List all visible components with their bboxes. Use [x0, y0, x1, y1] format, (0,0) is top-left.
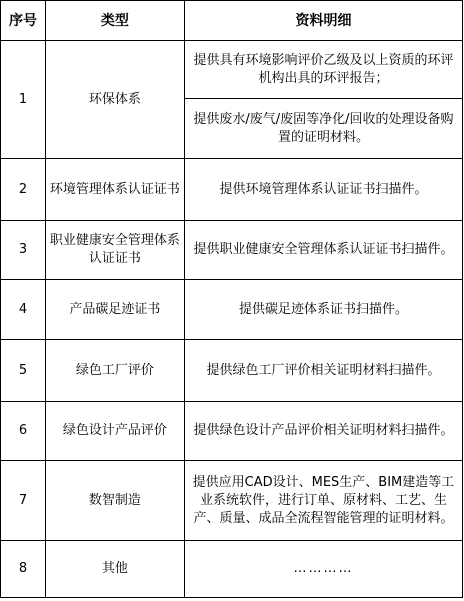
- row-number: 8: [1, 541, 46, 598]
- row-detail: 提供职业健康安全管理体系认证证书扫描件。: [184, 221, 462, 280]
- row-detail: 提供废水/废气/废固等净化/回收的处理设备购置的证明材料。: [184, 99, 462, 159]
- row-type: 环境管理体系认证证书: [45, 159, 184, 221]
- row-type: 绿色设计产品评价: [45, 402, 184, 461]
- row-number: 4: [1, 280, 46, 340]
- row-detail: 提供碳足迹体系证书扫描件。: [184, 280, 462, 340]
- header-type: 类型: [45, 1, 184, 41]
- row-type: 绿色工厂评价: [45, 340, 184, 402]
- row-number: 1: [1, 41, 46, 159]
- table-row: [1, 461, 463, 541]
- table-row: [1, 402, 463, 461]
- row-detail: 提供绿色设计产品评价相关证明材料扫描件。: [184, 402, 462, 461]
- table-row: [1, 280, 463, 340]
- table-row: [1, 340, 463, 402]
- table-row: [1, 221, 463, 280]
- table-row: [1, 41, 463, 99]
- row-type: 数智制造: [45, 461, 184, 541]
- header-detail: 资料明细: [184, 1, 462, 41]
- row-number: 7: [1, 461, 46, 541]
- row-number: 6: [1, 402, 46, 461]
- row-number: 2: [1, 159, 46, 221]
- table-row: [1, 541, 463, 598]
- row-type: 职业健康安全管理体系认证证书: [45, 221, 184, 280]
- row-detail: 提供绿色工厂评价相关证明材料扫描件。: [184, 340, 462, 402]
- table-row: [1, 159, 463, 221]
- row-number: 3: [1, 221, 46, 280]
- header-no: 序号: [1, 1, 46, 41]
- row-detail: 提供具有环境影响评价乙级及以上资质的环评机构出具的环评报告；: [184, 41, 462, 99]
- row-type: 产品碳足迹证书: [45, 280, 184, 340]
- row-detail: …………: [184, 541, 462, 598]
- row-type: 其他: [45, 541, 184, 598]
- table-header-row: [1, 1, 463, 41]
- row-number: 5: [1, 340, 46, 402]
- row-type: 环保体系: [45, 41, 184, 159]
- row-detail: 提供环境管理体系认证证书扫描件。: [184, 159, 462, 221]
- row-detail: 提供应用CAD设计、MES生产、BIM建造等工业系统软件，进行订单、原材料、工艺、生产、质量、成品全流程智能管理的证明材料。: [184, 461, 462, 541]
